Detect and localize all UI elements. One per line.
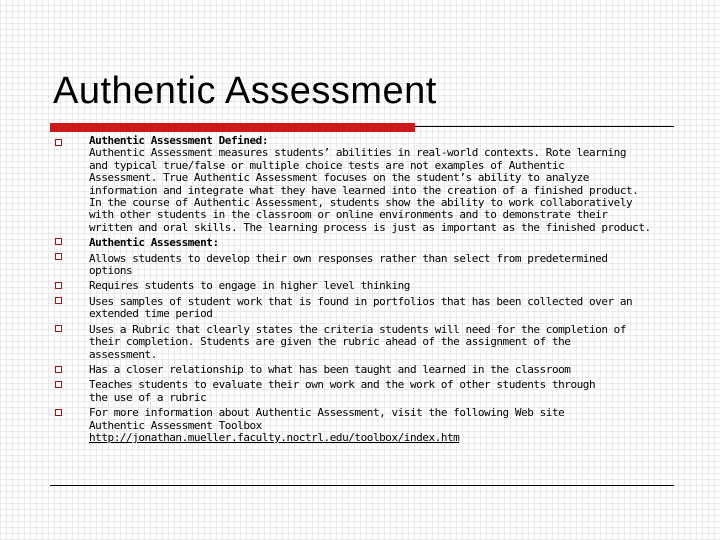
- definition-line: Authentic Assessment measures students’ abilities in real-world contexts. Rote learning: [89, 146, 627, 160]
- toolbox-link[interactable]: http://jonathan.mueller.faculty.noctrl.edu/toolbox/index.htm: [89, 430, 460, 444]
- definition-line: Assessment. True Authentic Assessment focuses on the student’s ability to analyze: [89, 171, 589, 185]
- bullet-icon: [55, 297, 62, 304]
- bullet-icon: [55, 381, 62, 388]
- list-item: Requires students to engage in higher level thinking: [89, 279, 410, 293]
- list-item: Uses samples of student work that is found in portfolios that has been collected over an: [89, 294, 633, 308]
- bullet-icon: [55, 409, 62, 416]
- list-item: extended time period: [89, 307, 213, 321]
- definition-line: written and oral skills. The learning process is just as important as the finished product.: [89, 220, 651, 234]
- bullet-icon: [55, 325, 62, 332]
- list-item: the use of a rubric: [89, 390, 207, 404]
- list-item: their completion. Students are given the rubric ahead of the assignment of the: [89, 335, 571, 349]
- definition-heading: Authentic Assessment Defined:: [89, 134, 269, 147]
- list-item: assessment.: [89, 347, 157, 361]
- bullet-icon: [55, 139, 62, 146]
- bullet-icon: [55, 238, 62, 245]
- list-item: Uses a Rubric that clearly states the criteria students will need for the completion of: [89, 322, 627, 336]
- slide-body: [89, 135, 679, 444]
- bullet-icon: [55, 366, 62, 373]
- bullet-icon: [55, 282, 62, 289]
- list-item: Allows students to develop their own responses rather than select from predetermined: [89, 251, 608, 265]
- list-item: Authentic Assessment Toolbox: [89, 418, 262, 432]
- title-accent-bar: [50, 123, 415, 132]
- list-item: options: [89, 264, 133, 278]
- list-item: Teaches students to evaluate their own work and the work of other students through: [89, 378, 596, 392]
- slide-title: Authentic Assessment: [53, 70, 437, 112]
- definition-line: with other students in the classroom or online environments and to demonstrate their: [89, 208, 608, 222]
- definition-line: information and integrate what they have learned into the creation of a finished product.: [89, 183, 639, 197]
- list-heading: Authentic Assessment:: [89, 236, 219, 250]
- list-item: For more information about Authentic Assessment, visit the following Web site: [89, 406, 565, 420]
- definition-line: In the course of Authentic Assessment, students show the ability to work collaboratively: [89, 196, 633, 210]
- bullet-icon: [55, 253, 62, 260]
- bottom-divider: [50, 485, 674, 486]
- list-item: Has a closer relationship to what has been taught and learned in the classroom: [89, 362, 571, 376]
- definition-line: and typical true/false or multiple choice tests are not examples of Authentic: [89, 158, 565, 172]
